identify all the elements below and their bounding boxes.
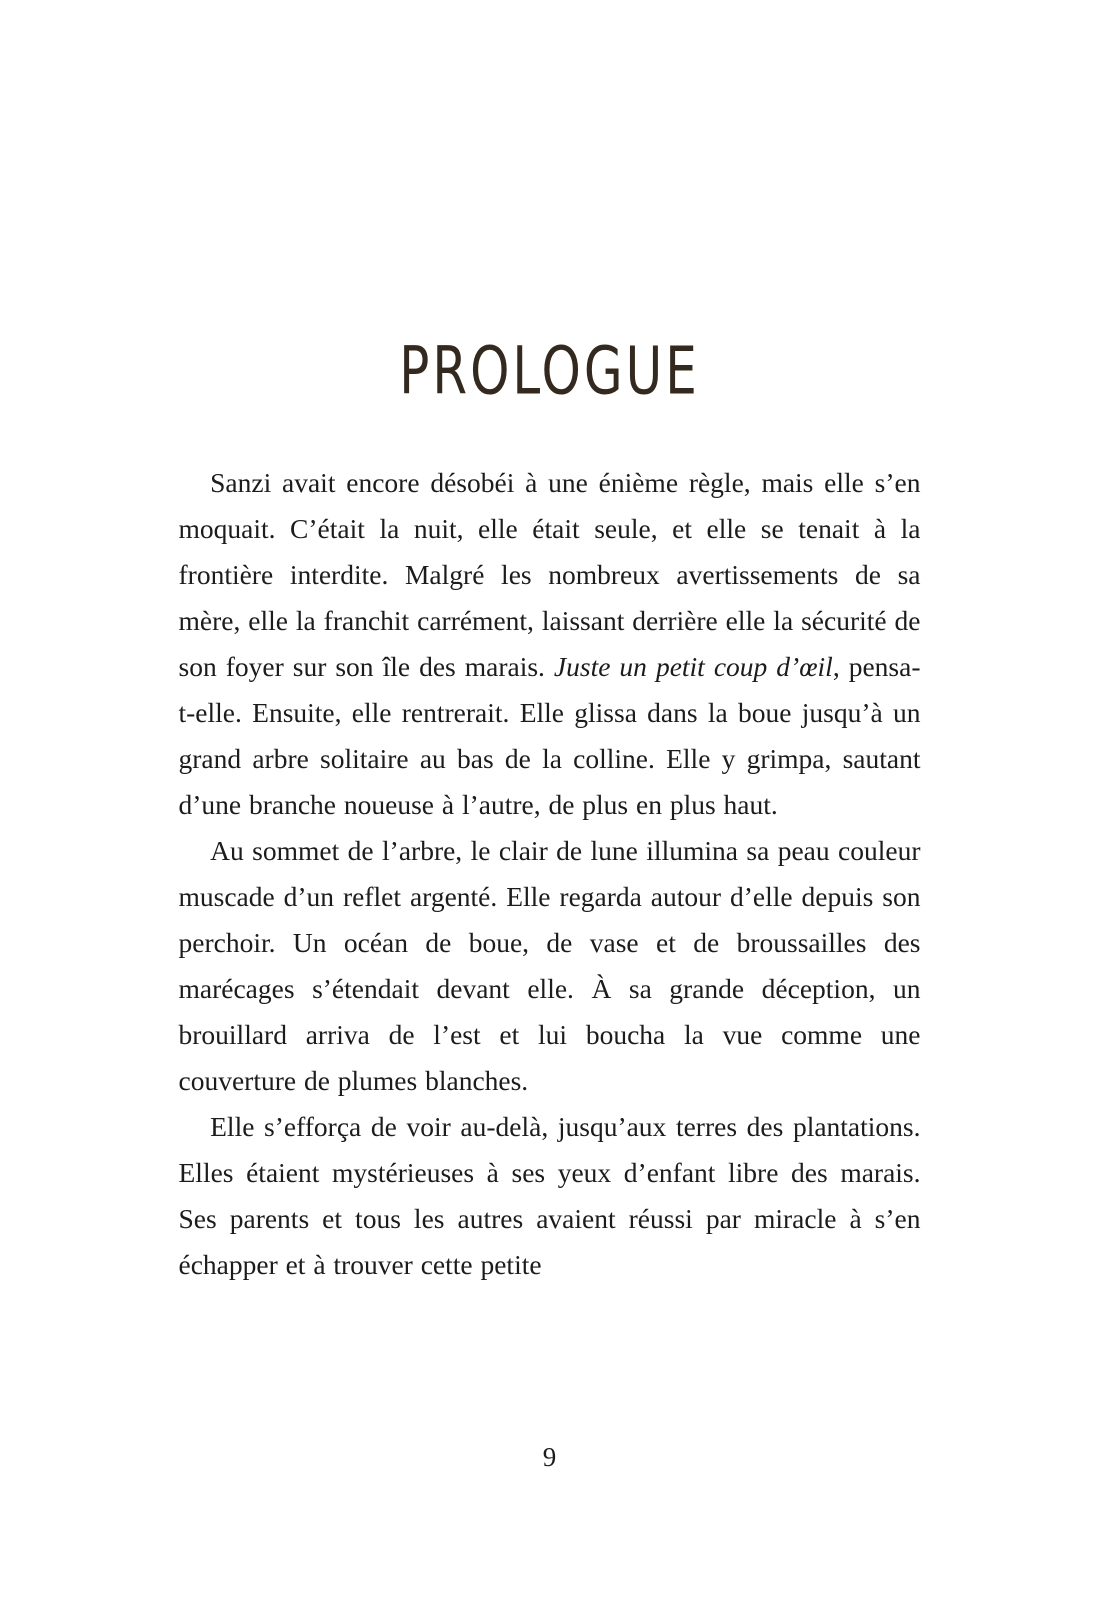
body-text [179,460,921,1288]
paragraph-1-italic-phrase: Juste un petit coup d’œil [553,651,833,682]
paragraph-2: Au sommet de l’arbre, le clair de lune illumina sa peau couleur muscade d’un reflet argenté. Elle regarda autour d’elle depuis son perchoir. Un océan de boue, de vase et de broussailles des marécages s’étendait devant elle. À sa grande déception, un brouillard arriva de l’est et lui boucha la vue comme une couverture de plumes blanches. [178,835,921,1096]
chapter-title: PROLOGUE [399,332,700,410]
paragraph-1-text: Sanzi avait encore désobéi à une énième règle, mais elle s’en moquait. C’était la nuit, elle était seule, et elle se tenait à la frontière interdite. Malgré les nombreux avertissements de sa mère, elle la franchit carrément, laissant derrière elle la sécurité de son foyer sur son île des marais. [178,467,921,682]
paragraph-1-text-continued: , pensa-t-elle. Ensuite, elle rentrerait. Elle glissa dans la boue jusqu’à un grand arbre solitaire au bas de la colline. Elle y grimpa, sautant d’une branche noueuse à l’autre, de plus en plus haut. [178,651,921,820]
paragraph-3: Elle s’efforça de voir au-delà, jusqu’aux terres des plantations. Elles étaient mystérieuses à ses yeux d’enfant libre des marais. Ses parents et tous les autres avaient réussi par miracle à s’en échapper et à trouver cette petite [178,1111,921,1280]
paragraph-1 [179,460,921,828]
page-number: 9 [542,1442,557,1472]
